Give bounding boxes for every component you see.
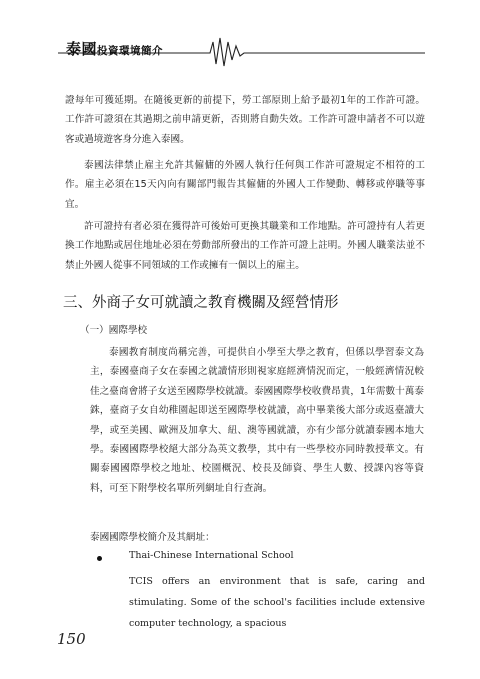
international-school-paragraph: 泰國教育制度尚稱完善，可提供自小學至大學之教育，但係以學習泰文為主，泰國臺商子女在泰國之就讀情形則視家庭經濟情況而定，一般經濟情況較佳之臺商會將子女送至國際學校就讀。泰國國際學校收費昂貴，1年需數十萬泰銖，臺商子女自幼稚園起即送至國際學校就讀，高中畢業後大部分或返臺讀大學，或至美國、歐洲及加拿大、紐、澳等國就讀，亦有少部分就讀泰國本地大學。泰國國際學校絕大部分為英文教學，其中有一些學校亦同時教授華文。有關泰國國際學校之地址、校園概況、校長及師資、學生人數、授課內容等資料，可至下附學校名單所列網址自行查詢。	[90, 347, 424, 494]
header-title	[66, 38, 163, 59]
header-title-main: 泰國	[66, 40, 98, 58]
bullet-icon	[97, 556, 102, 561]
school-list-intro: 泰國國際學校簡介及其網址：	[90, 532, 215, 543]
paragraph-3-block	[65, 217, 425, 275]
school-name: Thai-Chinese International School	[129, 550, 294, 561]
international-school-paragraph-block	[90, 343, 424, 498]
running-header	[0, 0, 480, 70]
paragraph-2-block	[65, 156, 425, 214]
heartbeat-wave	[205, 38, 248, 66]
paragraph-3: 許可證持有者必須在獲得許可後始可更換其職業和工作地點。許可證持有人若更換工作地點或居住地址必須在勞動部所發出的工作許可證上註明。外國人職業法並不禁止外國人從事不同領域的工作或擁有一個以上的雇主。	[65, 221, 425, 271]
paragraph-1-block	[65, 91, 425, 149]
school-description: TCIS offers an environment that is safe, caring and stimulating. Some of the school's facilities include extensive computer technology, a spacious	[129, 576, 425, 629]
header-title-sub: 投資環境簡介	[97, 45, 164, 57]
section-heading: 三、外商子女可就讀之教育機關及經營情形	[63, 295, 339, 311]
page-number: 150	[57, 630, 86, 648]
paragraph-2: 泰國法律禁止雇主允許其僱傭的外國人執行任何與工作許可證規定不相符的工作。雇主必須在15天內向有關部門報告其僱傭的外國人工作變動、轉移或停職等事宜。	[65, 160, 425, 210]
sub-heading: （一）國際學校	[80, 325, 148, 336]
paragraph-1: 證每年可獲延期。在隨後更新的前提下，勞工部原則上給予最初1年的工作許可證。工作許可證須在其過期之前申請更新，否則將自動失效。工作許可證申請者不可以遊客或過境遊客身分進入泰國。	[65, 95, 425, 145]
